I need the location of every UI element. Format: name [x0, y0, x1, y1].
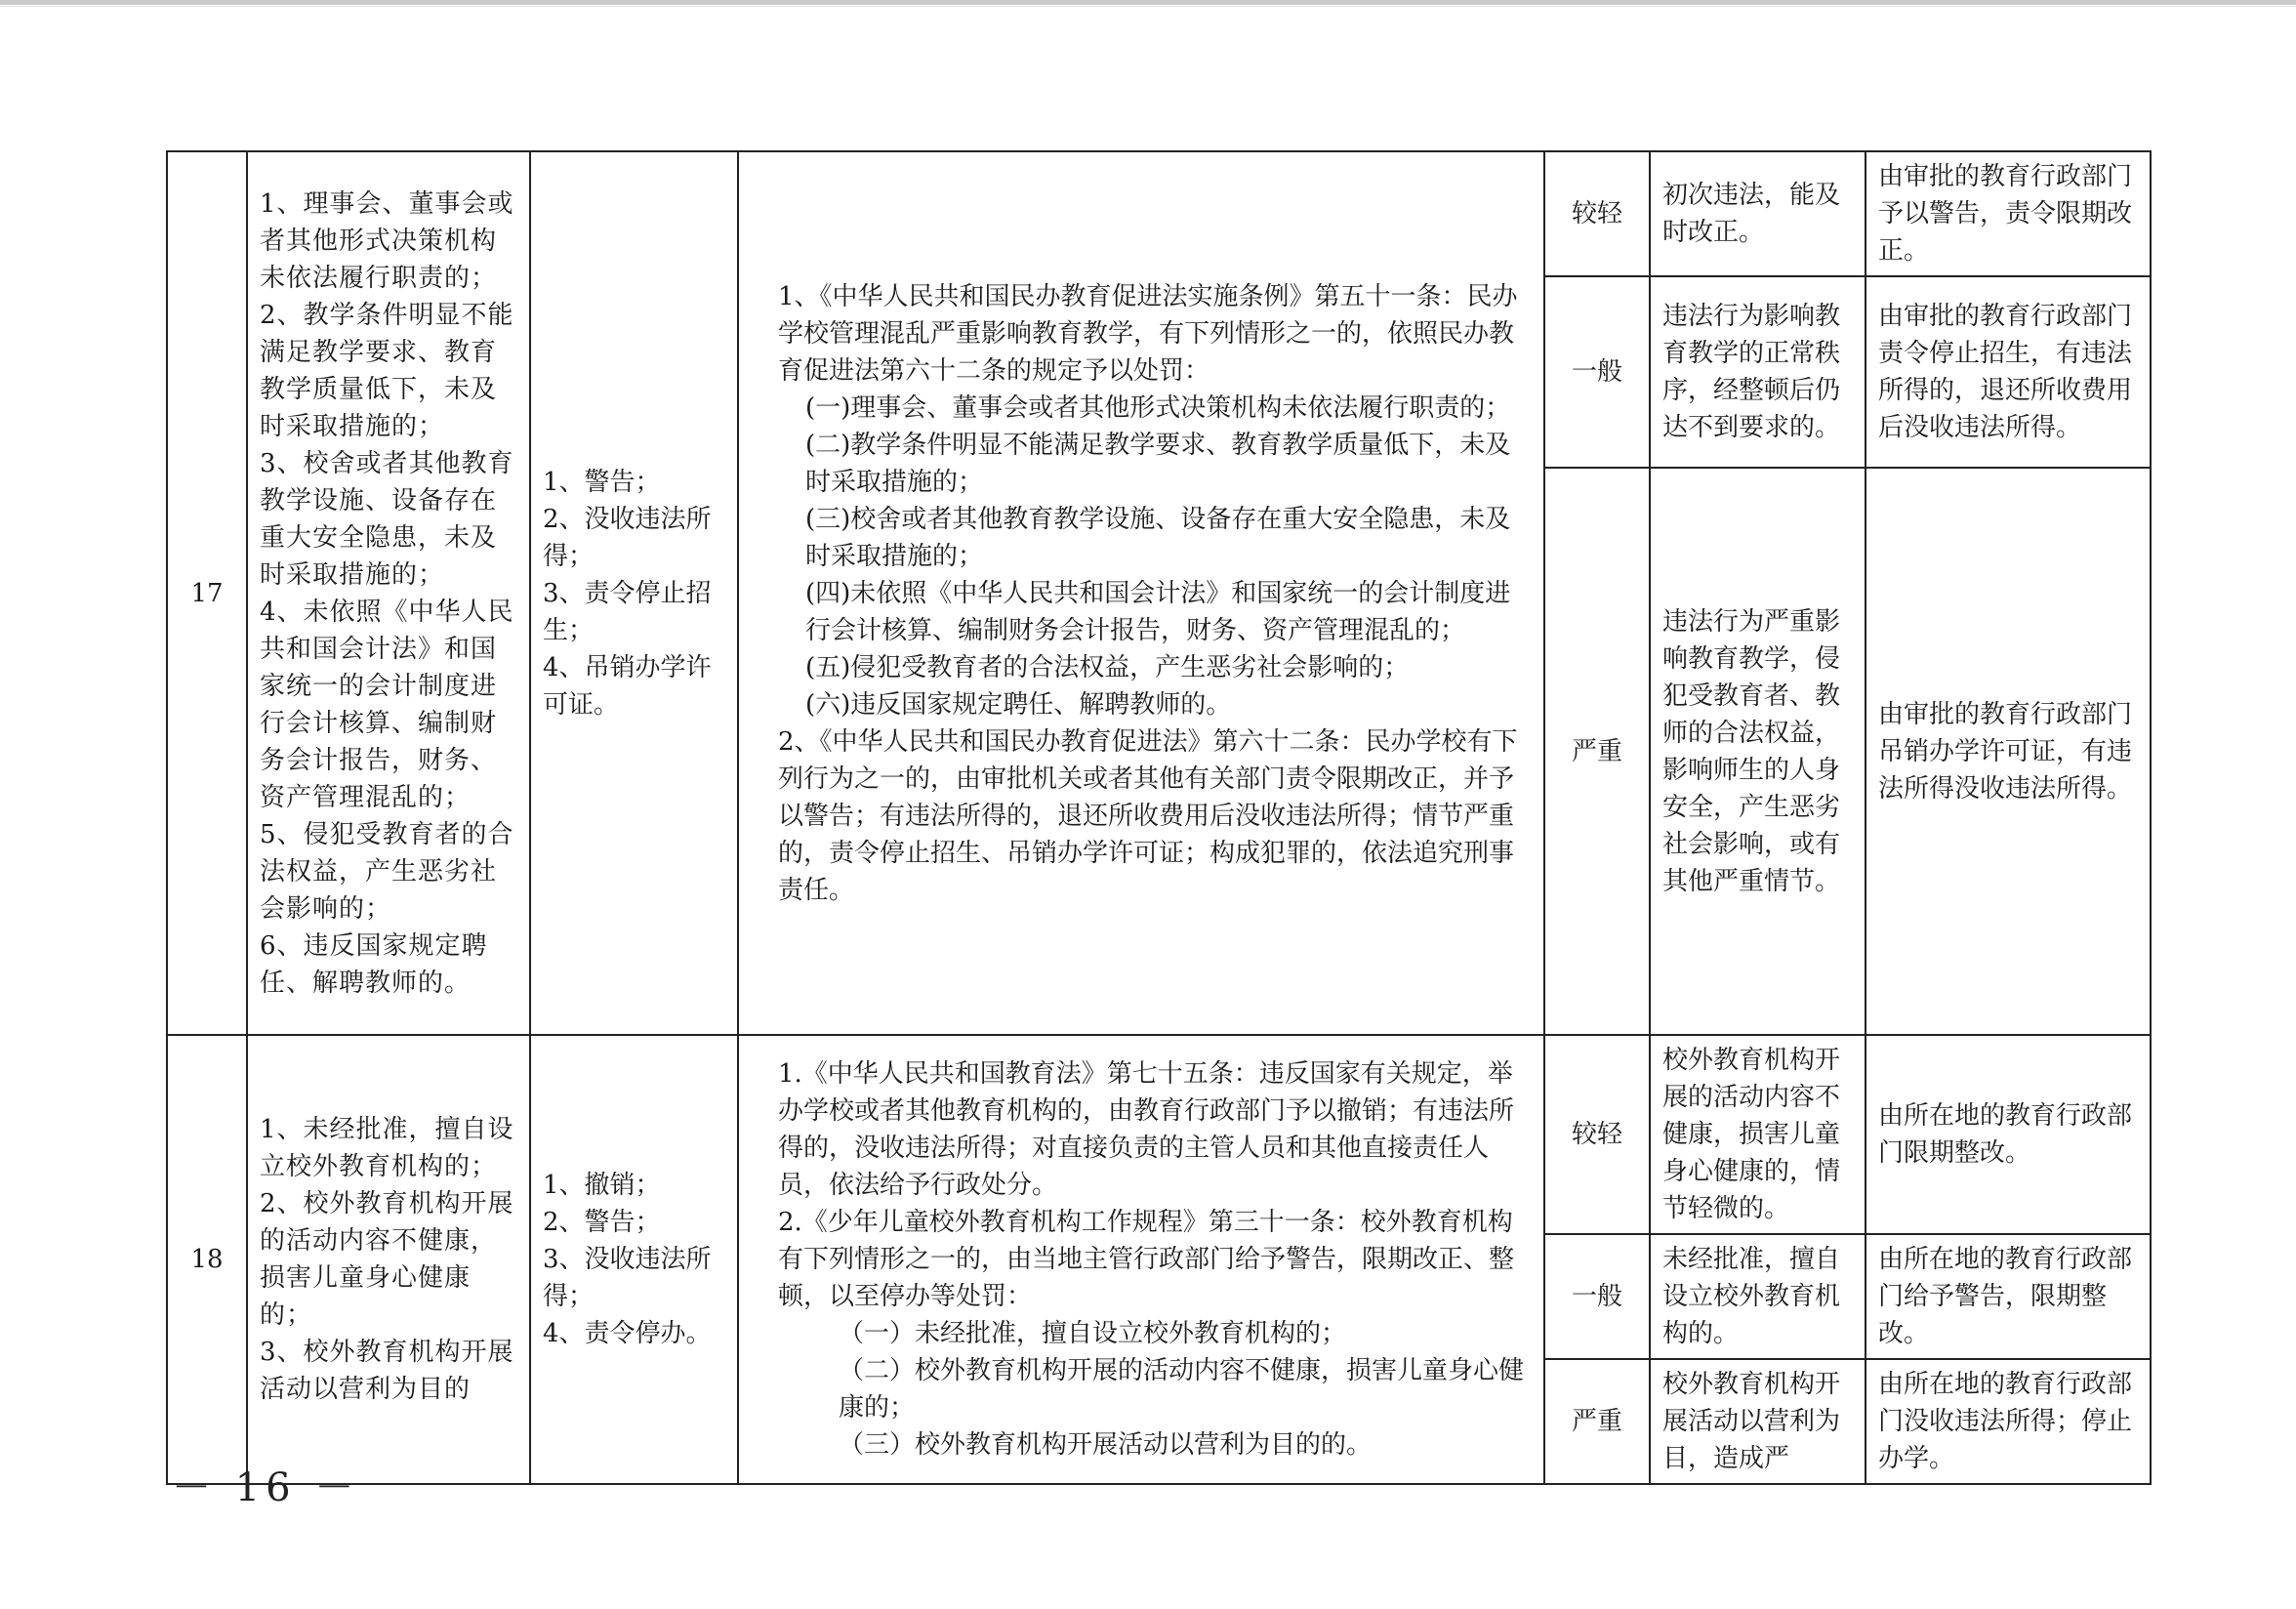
basis-clause: (四)未依照《中华人民共和国会计法》和国家统一的会计制度进行会计核算、编制财务会计报告，财务、资产管理混乱的； — [805, 578, 1511, 645]
penalty-type: 3、没收违法所得； — [543, 1245, 712, 1311]
penalty-type: 2、警告； — [543, 1208, 661, 1237]
discretion-standard-cell: 由审批的教育行政部门责令停止招生，有违法所得的，退还所收费用后没收违法所得。 — [1866, 276, 2151, 468]
basis-clause: (五)侵犯受教育者的合法权益，产生恶劣社会影响的； — [805, 652, 1410, 682]
severity-level: 较轻 — [1544, 1035, 1650, 1234]
penalty-type: 4、责令停办。 — [543, 1319, 712, 1348]
table-row-18-light — [167, 1035, 2151, 1234]
basis-paragraph: 1、《中华人民共和国民办教育促进法实施条例》第五十一条：民办学校管理混乱严重影响教育教学，有下列情形之一的，依照民办教育促进法第六十二条的规定予以处罚： — [778, 281, 1518, 386]
violation-item: 6、违反国家规定聘任、解聘教师的。 — [260, 930, 488, 998]
penalty-types-cell — [530, 151, 738, 1035]
legal-basis-cell — [738, 151, 1544, 1035]
circumstance-cell: 未经批准，擅自设立校外教育机构的。 — [1650, 1234, 1866, 1359]
penalty-type: 1、警告； — [543, 467, 661, 497]
penalty-type: 4、吊销办学许可证。 — [543, 652, 712, 720]
penalty-standards-table — [166, 150, 2152, 1485]
basis-clause: (一)理事会、董事会或者其他形式决策机构未依法履行职责的； — [805, 392, 1511, 423]
basis-clause: (六)违反国家规定聘任、解聘教师的。 — [805, 689, 1232, 720]
circumstance-cell: 违法行为影响教育教学的正常秩序，经整顿后仍达不到要求的。 — [1650, 276, 1866, 468]
severity-level: 严重 — [1544, 1359, 1650, 1484]
circumstance-cell: 校外教育机构开展活动以营利为目，造成严 — [1650, 1359, 1866, 1484]
penalty-type: 2、没收违法所得； — [543, 504, 712, 571]
penalty-types-cell — [530, 1035, 738, 1484]
basis-paragraph: 1.《中华人民共和国教育法》第七十五条：违反国家有关规定，举办学校或者其他教育机构的，由教育行政部门予以撤销；有违法所得的，没收违法所得；对直接负责的主管人员和其他直接责任人员，依法给予行政处分。 — [778, 1059, 1515, 1200]
basis-clause: （一）未经批准，擅自设立校外教育机构的； — [839, 1319, 1347, 1348]
violation-item: 1、未经批准，擅自设立校外教育机构的； — [260, 1115, 514, 1181]
violation-item: 2、教学条件明显不能满足教学要求、教育教学质量低下，未及时采取措施的； — [260, 300, 514, 441]
basis-clause: (二)教学条件明显不能满足教学要求、教育教学质量低下，未及时采取措施的； — [805, 430, 1511, 497]
legal-basis-cell — [738, 1035, 1544, 1484]
row-number: 18 — [167, 1035, 247, 1484]
basis-paragraph: 2、《中华人民共和国民办教育促进法》第六十二条：民办学校有下列行为之一的，由审批机关或者其他有关部门责令限期改正，并予以警告；有违法所得的，退还所收费用后没收违法所得；情节严重的，责令停止招生、吊销办学许可证；构成犯罪的，依法追究刑事责任。 — [778, 726, 1518, 905]
violation-items-cell — [247, 151, 530, 1035]
circumstance-cell: 违法行为严重影响教育教学，侵犯受教育者、教师的合法权益，影响师生的人身安全，产生恶劣社会影响，或有其他严重情节。 — [1650, 468, 1866, 1035]
severity-level: 较轻 — [1544, 151, 1650, 276]
discretion-standard-cell: 由审批的教育行政部门予以警告，责令限期改正。 — [1866, 151, 2151, 276]
violation-item: 3、校舍或者其他教育教学设施、设备存在重大安全隐患，未及时采取措施的； — [260, 448, 514, 590]
basis-clause: (三)校舍或者其他教育教学设施、设备存在重大安全隐患，未及时采取措施的； — [805, 504, 1511, 571]
discretion-standard-cell: 由所在地的教育行政部门没收违法所得；停止办学。 — [1866, 1359, 2151, 1484]
violation-item: 4、未依照《中华人民共和国会计法》和国家统一的会计制度进行会计核算、编制财务会计报告，财务、资产管理混乱的； — [260, 597, 514, 812]
basis-clause: （二）校外教育机构开展的活动内容不健康，损害儿童身心健康的； — [839, 1356, 1525, 1423]
circumstance-cell: 校外教育机构开展的活动内容不健康，损害儿童身心健康的，情节轻微的。 — [1650, 1035, 1866, 1234]
severity-level: 一般 — [1544, 1234, 1650, 1359]
discretion-standard-cell: 由所在地的教育行政部门限期整改。 — [1866, 1035, 2151, 1234]
severity-level: 严重 — [1544, 468, 1650, 1035]
basis-clause: （三）校外教育机构开展活动以营利为目的的。 — [839, 1430, 1373, 1460]
basis-paragraph: 2.《少年儿童校外教育机构工作规程》第三十一条：校外教育机构有下列情形之一的，由当地主管行政部门给予警告，限期改正、整顿，以至停办等处罚： — [778, 1208, 1515, 1311]
violation-item: 2、校外教育机构开展的活动内容不健康，损害儿童身心健康的； — [260, 1189, 514, 1330]
row-number: 17 — [167, 151, 247, 1035]
table-row-17-light — [167, 151, 2151, 276]
violation-item: 5、侵犯受教育者的合法权益，产生恶劣社会影响的； — [260, 819, 514, 924]
severity-level: 一般 — [1544, 276, 1650, 468]
penalty-type: 3、责令停止招生； — [543, 578, 712, 645]
discretion-standard-cell: 由审批的教育行政部门吊销办学许可证，有违法所得没收违法所得。 — [1866, 468, 2151, 1035]
violation-item: 3、校外教育机构开展活动以营利为目的 — [260, 1338, 514, 1404]
violation-item: 1、理事会、董事会或者其他形式决策机构未依法履行职责的； — [260, 188, 514, 293]
scan-top-edge-shadow — [0, 6, 2296, 7]
scan-top-edge — [0, 0, 2296, 5]
penalty-type: 1、撤销； — [543, 1171, 661, 1200]
violation-items-cell — [247, 1035, 530, 1484]
discretion-standard-cell: 由所在地的教育行政部门给予警告，限期整改。 — [1866, 1234, 2151, 1359]
circumstance-cell: 初次违法，能及时改正。 — [1650, 151, 1866, 276]
page-number: － 16 － — [172, 1465, 360, 1510]
